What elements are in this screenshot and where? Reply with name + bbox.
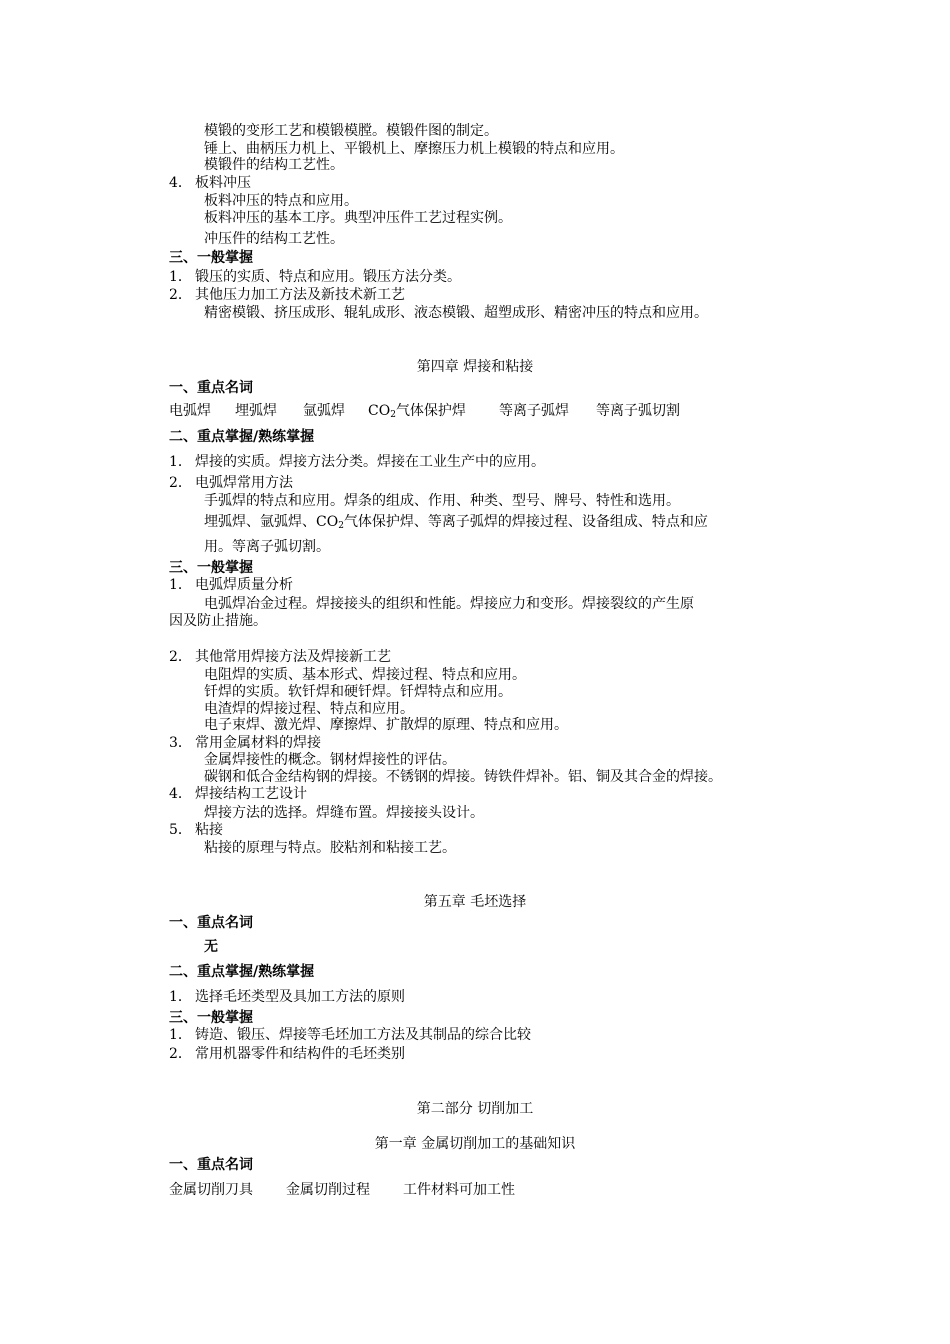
- text-line: 用。等离子弧切割。: [204, 539, 330, 555]
- section-heading: 三、一般掌握: [169, 560, 253, 576]
- text-line: 手弧焊的特点和应用。焊条的组成、作用、种类、型号、牌号、特性和选用。: [204, 493, 680, 509]
- list-item-title: 焊接结构工艺设计: [195, 786, 307, 802]
- chapter-title: 第四章 焊接和粘接: [416, 359, 534, 375]
- term: 金属切削刀具: [169, 1182, 253, 1198]
- term: 氩弧焊: [303, 403, 345, 419]
- text-line: 锤上、曲柄压力机上、平锻机上、摩擦压力机上模锻的特点和应用。: [204, 141, 624, 157]
- text-line: 碳钢和低合金结构钢的焊接。不锈钢的焊接。铸铁件焊补。铝、铜及其合金的焊接。: [204, 769, 722, 785]
- term: [368, 404, 466, 420]
- chapter-title: 第五章 毛坯选择: [423, 894, 527, 910]
- term: 埋弧焊: [235, 403, 277, 419]
- text-line: 焊接方法的选择。焊缝布置。焊接接头设计。: [204, 805, 484, 821]
- list-item-number: 2．: [169, 649, 192, 665]
- list-item-title: 板料冲压: [195, 175, 251, 191]
- list-item-title: 电弧焊质量分析: [195, 577, 293, 593]
- list-item: 常用机器零件和结构件的毛坯类别: [195, 1046, 405, 1062]
- section-heading: 二、重点掌握/熟练掌握: [169, 964, 315, 980]
- list-item-number: 1．: [169, 577, 192, 593]
- terms-line: [169, 404, 729, 422]
- term: 等离子弧焊: [499, 403, 569, 419]
- term: 工件材料可加工性: [403, 1182, 515, 1198]
- text-line: [204, 515, 708, 531]
- list-item-number: 3．: [169, 735, 192, 751]
- terms-line: [169, 1183, 569, 1201]
- text-line: 电子束焊、激光焊、摩擦焊、扩散焊的原理、特点和应用。: [204, 717, 568, 733]
- text-line: 粘接的原理与特点。胶粘剂和粘接工艺。: [204, 840, 456, 856]
- list-item: 焊接的实质。焊接方法分类。焊接在工业生产中的应用。: [195, 454, 545, 470]
- list-item-title: 其他常用焊接方法及焊接新工艺: [195, 649, 391, 665]
- text-line: 金属焊接性的概念。钢材焊接性的评估。: [204, 752, 456, 768]
- text-line: 电弧焊冶金过程。焊接接头的组织和性能。焊接应力和变形。焊接裂纹的产生原: [204, 596, 694, 612]
- list-item-number: 2．: [169, 475, 192, 491]
- list-item-title: 电弧焊常用方法: [195, 475, 293, 491]
- list-item: 选择毛坯类型及具加工方法的原则: [195, 989, 405, 1005]
- section-heading: 三、一般掌握: [169, 1010, 253, 1026]
- chapter-title: 第一章 金属切削加工的基础知识: [374, 1136, 576, 1152]
- section-heading: 二、重点掌握/熟练掌握: [169, 429, 315, 445]
- term: 等离子弧切割: [596, 403, 680, 419]
- text-line: 电阻焊的实质、基本形式、焊接过程、特点和应用。: [204, 667, 526, 683]
- terms-none: 无: [204, 939, 218, 955]
- text-line: 模锻件的结构工艺性。: [204, 157, 344, 173]
- text-segment: 埋弧焊、氩弧焊、CO: [204, 514, 339, 530]
- text-line: 板料冲压的基本工序。典型冲压件工艺过程实例。: [204, 210, 512, 226]
- text-line: 因及防止措施。: [169, 613, 267, 629]
- section-heading: 三、一般掌握: [169, 250, 253, 266]
- list-item-number: 2．: [169, 287, 192, 303]
- list-item-number: 1．: [169, 454, 192, 470]
- text-line: 精密模锻、挤压成形、辊轧成形、液态模锻、超塑成形、精密冲压的特点和应用。: [204, 305, 708, 321]
- term-co2: CO: [368, 403, 391, 419]
- list-item-number: 4．: [169, 786, 192, 802]
- section-heading: 一、重点名词: [169, 915, 253, 931]
- term-co2-subscript: 2: [390, 410, 396, 420]
- list-item: 铸造、锻压、焊接等毛坯加工方法及其制品的综合比较: [195, 1027, 531, 1043]
- text-segment: 气体保护焊、等离子弧焊的焊接过程、设备组成、特点和应: [343, 514, 708, 530]
- text-line: 冲压件的结构工艺性。: [204, 231, 344, 247]
- list-item-title: 粘接: [195, 822, 223, 838]
- text-line: 模锻的变形工艺和模锻模膛。模锻件图的制定。: [204, 123, 498, 139]
- term: 金属切削过程: [286, 1182, 370, 1198]
- list-item-title: 常用金属材料的焊接: [195, 735, 321, 751]
- section-heading: 一、重点名词: [169, 1157, 253, 1173]
- term-rest: 气体保护焊: [395, 403, 466, 419]
- term: 电弧焊: [169, 403, 211, 419]
- list-item-number: 4．: [169, 175, 192, 191]
- list-item-number: 1．: [169, 1027, 192, 1043]
- list-item: 其他压力加工方法及新技术新工艺: [195, 287, 405, 303]
- text-line: 钎焊的实质。软钎焊和硬钎焊。钎焊特点和应用。: [204, 684, 512, 700]
- list-item-number: 1．: [169, 269, 192, 285]
- section-heading: 一、重点名词: [169, 380, 253, 396]
- part-title: 第二部分 切削加工: [416, 1101, 534, 1117]
- subscript: 2: [338, 521, 344, 531]
- list-item: 锻压的实质、特点和应用。锻压方法分类。: [195, 269, 461, 285]
- text-line: 电渣焊的焊接过程、特点和应用。: [204, 701, 414, 717]
- list-item-number: 2．: [169, 1046, 192, 1062]
- text-line: 板料冲压的特点和应用。: [204, 193, 358, 209]
- list-item-number: 5．: [169, 822, 192, 838]
- list-item-number: 1．: [169, 989, 192, 1005]
